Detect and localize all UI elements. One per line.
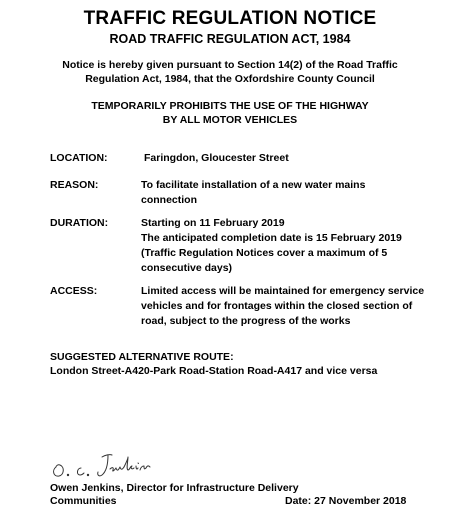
duration-line: Starting on 11 February 2019 xyxy=(141,217,285,229)
intro-line: Regulation Act, 1984, that the Oxfordshire County Council xyxy=(85,73,375,85)
access-line: Limited access will be maintained for emergency service xyxy=(141,285,425,297)
location-value xyxy=(144,151,450,166)
access-line: vehicles and for frontages within the closed section of xyxy=(141,300,413,312)
notice-subtitle: ROAD TRAFFIC REGULATION ACT, 1984 xyxy=(109,32,351,46)
reason-line: connection xyxy=(141,194,198,206)
intro-line: Notice is hereby given pursuant to Section 14(2) of the Road Traffic xyxy=(62,59,398,71)
notice-date: Date: 27 November 2018 xyxy=(285,495,407,507)
prohibition-statement xyxy=(0,99,460,127)
access-line: road, subject to the progress of the works xyxy=(141,315,351,327)
signatory-name: Owen Jenkins, Director for Infrastructure Delivery xyxy=(50,482,299,494)
reason-label: REASON: xyxy=(50,179,99,191)
reason-line: To facilitate installation of a new water mains xyxy=(141,179,366,191)
duration-value xyxy=(141,216,447,276)
signatory-department: Communities xyxy=(50,495,117,507)
duration-line: consecutive days) xyxy=(141,262,233,274)
access-value xyxy=(141,284,447,329)
duration-line: (Traffic Regulation Notices cover a maximum of 5 xyxy=(141,247,388,259)
footer xyxy=(50,482,440,508)
alternative-route-heading: SUGGESTED ALTERNATIVE ROUTE: xyxy=(50,351,234,363)
handwritten-signature xyxy=(50,447,170,481)
prohibition-line: BY ALL MOTOR VEHICLES xyxy=(162,114,298,126)
prohibition-line: TEMPORARILY PROHIBITS THE USE OF THE HIGHWAY xyxy=(91,100,369,112)
access-label: ACCESS: xyxy=(50,285,98,297)
location-label: LOCATION: xyxy=(50,152,108,164)
alternative-route xyxy=(50,350,450,378)
intro-paragraph xyxy=(0,58,460,86)
alternative-route-text: London Street-A420-Park Road-Station Road-A417 and vice versa xyxy=(50,365,378,377)
location-line: Faringdon, Gloucester Street xyxy=(144,152,289,164)
notice-title: TRAFFIC REGULATION NOTICE xyxy=(83,8,377,29)
reason-value xyxy=(141,178,447,208)
duration-line: The anticipated completion date is 15 February 2019 xyxy=(141,232,402,244)
duration-label: DURATION: xyxy=(50,217,109,229)
